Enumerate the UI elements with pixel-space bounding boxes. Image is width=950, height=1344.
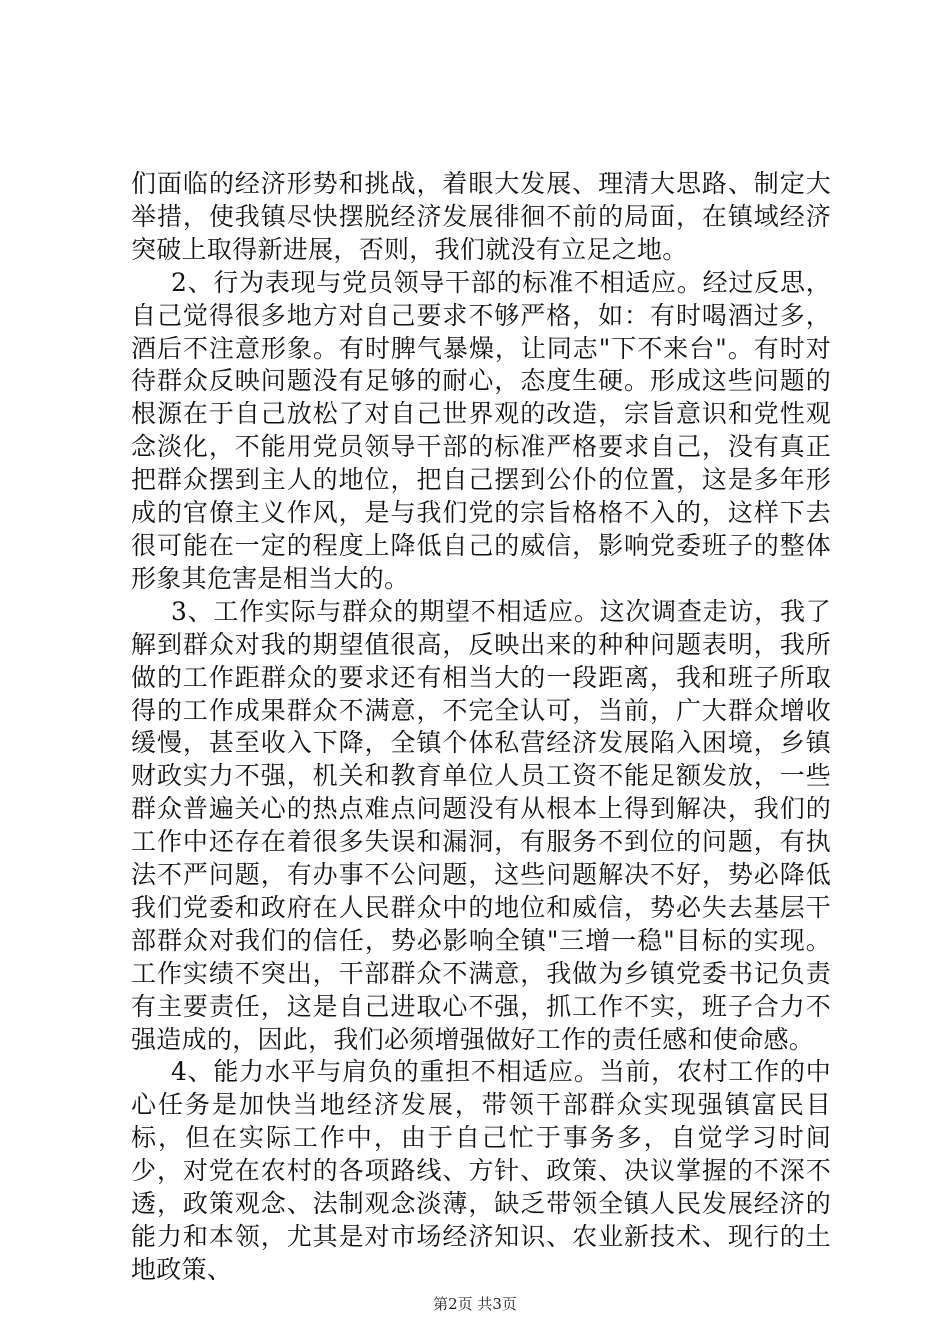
paragraph-continued: 们面临的经济形势和挑战，着眼大发展、理清大思路、制定大举措，使我镇尽快摆脱经济发展徘徊不前的局面，在镇域经济突破上取得新进展，否则，我们就没有立足之地。 (131, 169, 831, 264)
document-body (131, 168, 831, 1287)
paragraph-item-2: 2、行为表现与党员领导干部的标准不相适应。经过反思，自己觉得很多地方对自己要求不够严格，如：有时喝酒过多，酒后不注意形象。有时脾气暴燥，让同志"下不来台"。有时对待群众反映问题没有足够的耐心，态度生硬。形成这些问题的根源在于自己放松了对自己世界观的改造，宗旨意识和党性观念淡化，不能用党员领导干部的标准严格要求自己，没有真正把群众摆到主人的地位，把自己摆到公仆的位置，这是多年形成的官僚主义作风，是与我们党的宗旨格格不入的，这样下去很可能在一定的程度上降低自己的威信，影响党委班子的整体形象其危害是相当大的。 (131, 267, 831, 593)
paragraph-item-4: 4、能力水平与肩负的重担不相适应。当前，农村工作的中心任务是加快当地经济发展，带领干部群众实现强镇富民目标，但在实际工作中，由于自己忙于事务多，自觉学习时间少，对党在农村的各项路线、方针、政策、决议掌握的不深不透，政策观念、法制观念淡薄，缺乏带领全镇人民发展经济的能力和本领，尤其是对市场经济知识、农业新技术、现行的土地政策、 (131, 1057, 831, 1284)
paragraph-item-3: 3、工作实际与群众的期望不相适应。这次调查走访，我了解到群众对我的期望值很高，反映出来的种种问题表明，我所做的工作距群众的要求还有相当大的一段距离，我和班子所取得的工作成果群众不满意，不完全认可，当前，广大群众增收缓慢，甚至收入下降，全镇个体私营经济发展陷入困境，乡镇财政实力不强，机关和教育单位人员工资不能足额发放，一些群众普遍关心的热点难点问题没有从根本上得到解决，我们的工作中还存在着很多失误和漏洞，有服务不到位的问题，有执法不严问题，有办事不公问题，这些问题解决不好，势必降低我们党委和政府在人民群众中的地位和威信，势必失去基层干部群众对我们的信任，势必影响全镇"三增一稳"目标的实现。工作实绩不突出，干部群众不满意，我做为乡镇党委书记负责有主要责任，这是自己进取心不强，抓工作不实，班子合力不强造成的，因此，我们必须增强做好工作的责任感和使命感。 (131, 596, 831, 1054)
page-number-footer: 第2页 共3页 (433, 1295, 517, 1313)
